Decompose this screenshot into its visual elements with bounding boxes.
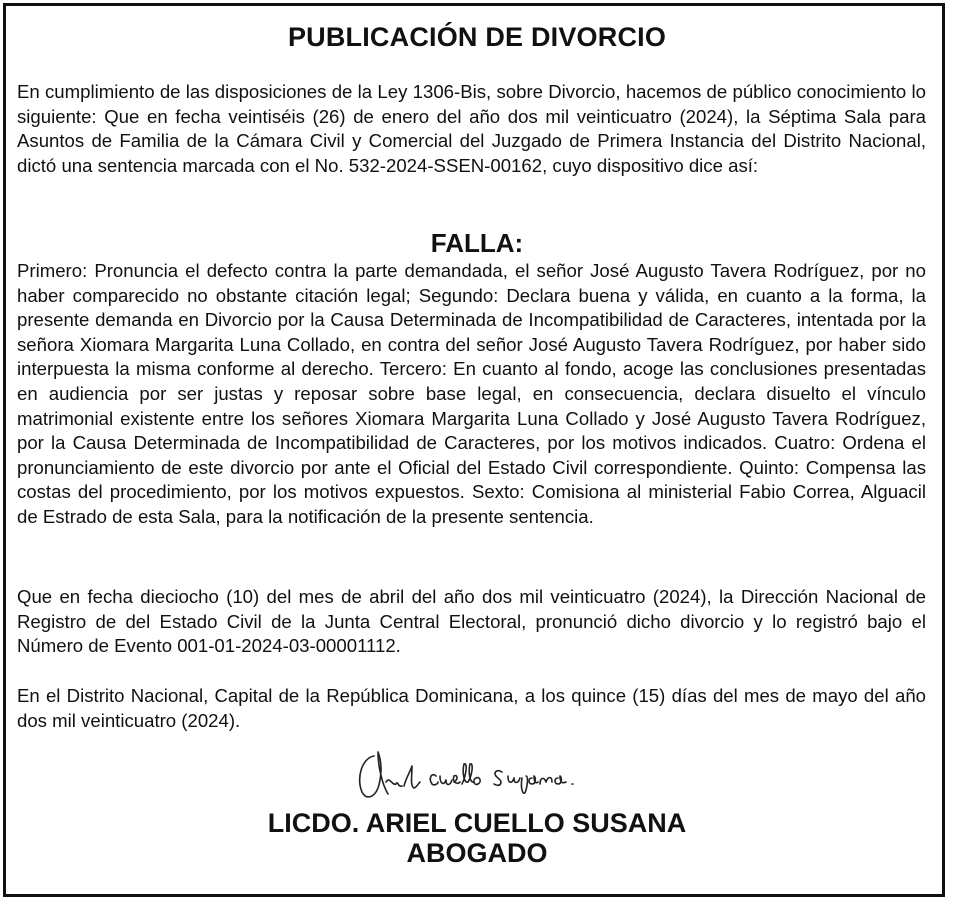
registration-paragraph: Que en fecha dieciocho (10) del mes de abril del año dos mil veinticuatro (2024), la Dirección Nacional de Registro de del Estado Civil de la Junta Central Electoral, pronunció dicho divorcio y lo registró bajo el Número de Evento 001-01-2024-03-00001112.	[17, 586, 926, 657]
place-date-paragraph: En el Distrito Nacional, Capital de la República Dominicana, a los quince (15) días del mes de mayo del año dos mil veinticuatro (2024).	[17, 685, 926, 731]
intro-paragraph: En cumplimiento de las disposiciones de la Ley 1306-Bis, sobre Divorcio, hacemos de público conocimiento lo siguiente: Que en fecha veintiséis (26) de enero del año dos mil veinticuatro (2024), la Séptima Sala para Asuntos de Familia de la Cámara Civil y Comercial del Juzgado de Primera Instancia del Distrito Nacional, dictó una sentencia marcada con el No. 532-2024-SSEN-00162, cuyo dispositivo dice así:	[17, 81, 926, 176]
page-title: PUBLICACIÓN DE DIVORCIO	[287, 22, 667, 52]
handwritten-signature	[352, 742, 592, 806]
signer-name: LICDO. ARIEL CUELLO SUSANA	[267, 808, 687, 838]
falla-heading: FALLA:	[430, 228, 524, 258]
signer-role: ABOGADO	[406, 838, 548, 868]
falla-paragraph: Primero: Pronuncia el defecto contra la parte demandada, el señor José Augusto Tavera Rodríguez, por no haber comparecido no obstante citación legal; Segundo: Declara buena y válida, en cuanto a la forma, la presente demanda en Divorcio por la Causa Determinada de Incompatibilidad de Caracteres, intentada por la señora Xiomara Margarita Luna Collado, en contra del señor José Augusto Tavera Rodríguez, por haber sido interpuesta la misma conforme al derecho. Tercero: En cuanto al fondo, acoge las conclusiones presentadas en audiencia por ser justas y reposar sobre base legal, en consecuencia, declara disuelto el vínculo matrimonial existente entre los señores Xiomara Margarita Luna Collado y José Augusto Tavera Rodríguez, por la Causa Determinada de Incompatibilidad de Caracteres, por los motivos indicados. Cuatro: Ordena el pronunciamiento de este divorcio por ante el Oficial del Estado Civil correspondiente. Quinto: Compensa las costas del procedimiento, por los motivos expuestos. Sexto: Comisiona al ministerial Fabio Correa, Alguacil de Estrado de esta Sala, para la notificación de la presente sentencia.	[17, 260, 926, 527]
